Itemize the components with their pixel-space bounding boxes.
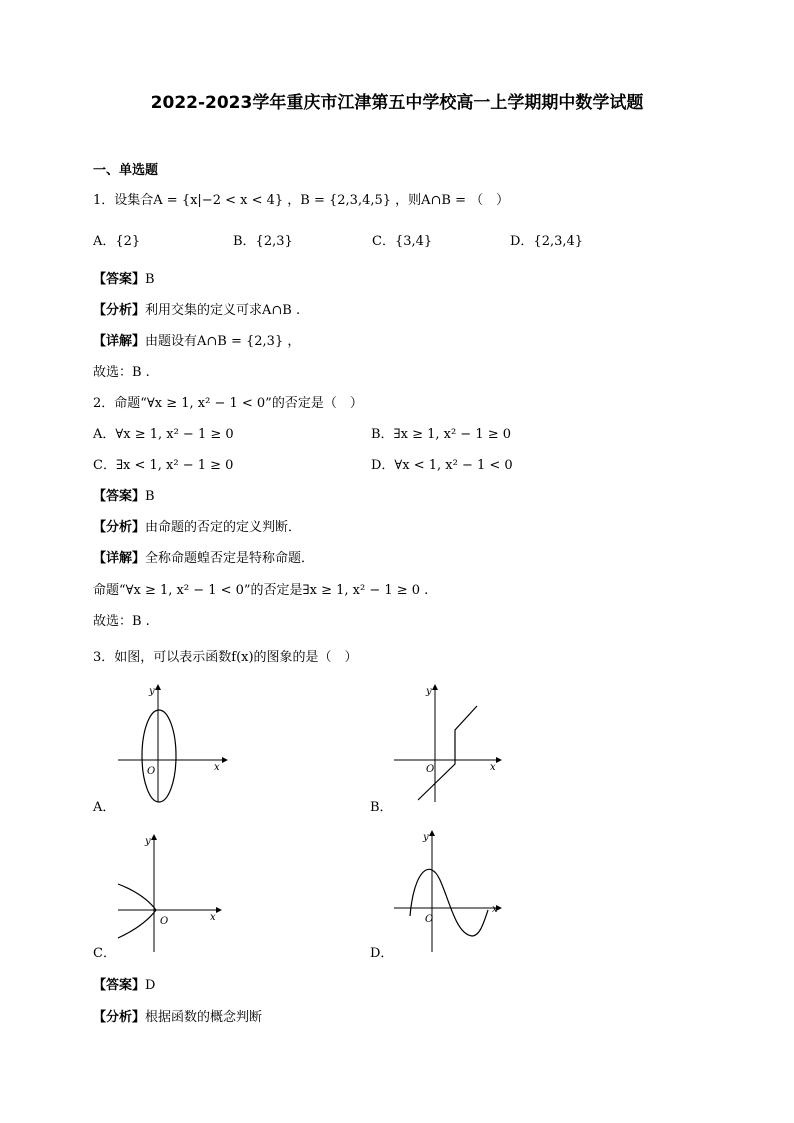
graph-b-step-line [392,684,502,804]
answer-value: B [145,272,155,287]
q1-option-a: A．{2} [93,234,141,249]
q3-label-a: A． [93,800,116,815]
q1-answer [93,271,155,289]
axis-y-label: y [426,686,432,697]
q1-option-c: C．{3,4} [372,234,433,249]
q3-stem: 3．如图，可以表示函数f(x)的图象的是（ ） [93,650,358,665]
analysis-tag: 【分析】 [93,1010,146,1025]
axis-x-label: x [214,762,220,773]
axis-x-label: x [490,762,496,773]
q3-label-b: B． [370,800,393,815]
q1-detail [93,333,300,351]
axis-y-label: y [423,832,429,843]
analysis-text: 利用交集的定义可求A∩B . [145,303,301,318]
q2-option-d: D．∀x < 1, x² − 1 < 0 [371,458,513,473]
q3-analysis [93,1009,262,1027]
analysis-tag: 【分析】 [93,520,146,535]
answer-value: D [145,978,156,993]
q2-option-a: A．∀x ≥ 1, x² − 1 ≥ 0 [93,427,234,442]
section-heading: 一、单选题 [93,163,159,178]
q2-option-b: B．∃x ≥ 1, x² − 1 ≥ 0 [371,427,512,442]
q2-detail-2: 命题“∀x ≥ 1, x² − 1 < 0”的否定是∃x ≥ 1, x² − 1 ≥ 0 . [93,583,429,598]
q1-option-b: B．{2,3} [233,234,293,249]
q1-analysis [93,302,300,320]
q2-stem: 2．命题“∀x ≥ 1, x² − 1 < 0”的否定是（ ） [93,396,363,411]
graph-a-ellipse [116,684,226,804]
graph-c-parabola [116,834,226,954]
origin-label: O [147,766,156,777]
origin-label: O [425,914,434,925]
q2-conclusion: 故选：B . [93,614,150,629]
analysis-text: 根据函数的概念判断 [145,1010,263,1025]
q2-detail [93,550,314,568]
axis-y-label: y [145,836,151,847]
analysis-text: 由命题的否定的定义判断． [145,520,302,535]
origin-label: O [160,916,169,927]
answer-value: B [145,489,155,504]
graph-d-cubic-curve [392,830,504,954]
q1-option-d: D．{2,3,4} [510,234,584,249]
q1-stem: 1．设集合A = {x|−2 < x < 4} ，B = {2,3,4,5} ，则A∩B = （ ） [93,193,510,208]
answer-tag: 【答案】 [93,489,146,504]
detail-tag: 【详解】 [93,334,146,349]
q2-option-c: C．∃x < 1, x² − 1 ≥ 0 [93,458,234,473]
q2-answer [93,488,155,506]
axis-x-label: x [210,912,216,923]
origin-label: O [426,764,435,775]
detail-text: 由题设有A∩B = {2,3} ， [145,334,301,349]
analysis-tag: 【分析】 [93,303,146,318]
q1-conclusion: 故选：B . [93,365,150,380]
page-title: 2022-2023学年重庆市江津第五中学校高一上学期期中数学试题 [150,93,644,113]
axis-y-label: y [149,686,155,697]
q3-label-d: D． [370,946,394,961]
detail-tag: 【详解】 [93,551,146,566]
q3-answer [93,977,155,995]
q3-label-c: C． [93,946,116,961]
axis-x-label: x [492,904,498,915]
q2-analysis [93,519,301,537]
detail-text: 全称命题蝗否定是特称命题． [145,551,315,566]
answer-tag: 【答案】 [93,978,146,993]
answer-tag: 【答案】 [93,272,146,287]
